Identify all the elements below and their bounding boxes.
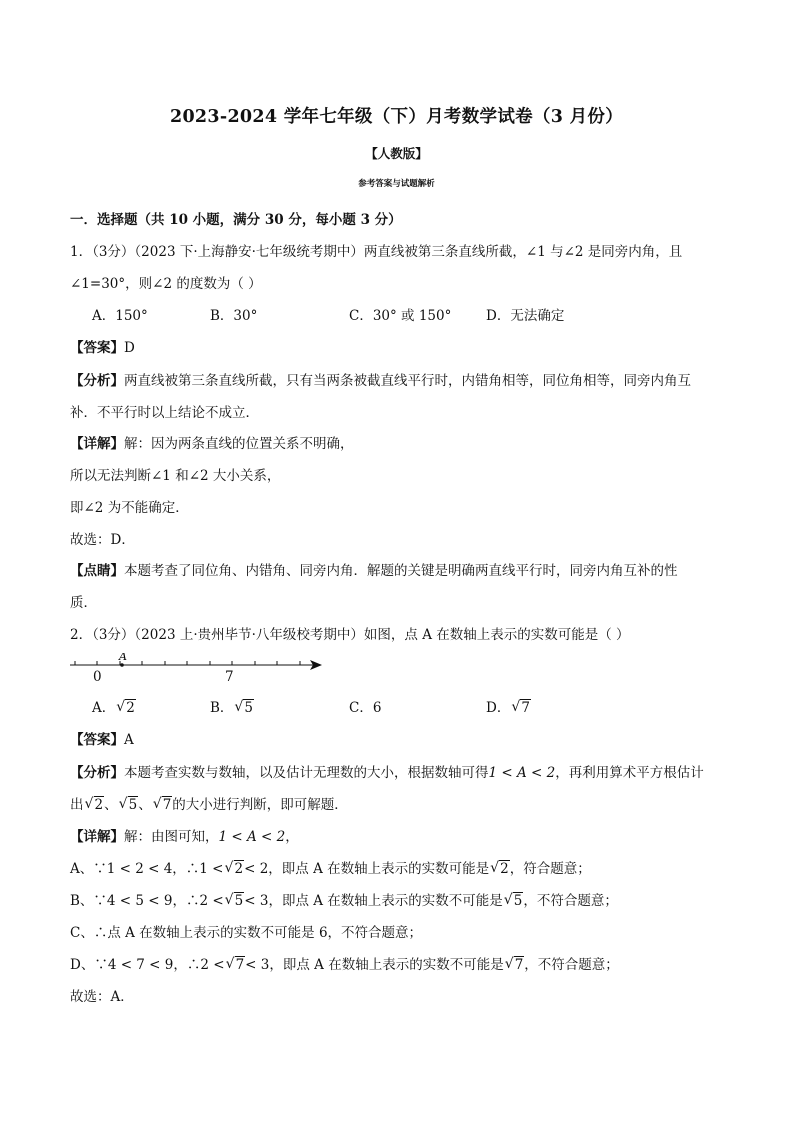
q2-option-c: C．6	[349, 700, 382, 716]
q1-analysis-line1	[70, 369, 691, 389]
q1-stem-line1: 1．（3分）（2023 下·上海静安·七年级统考期中）两直线被第三条直线所截，∠1 与∠2 是同旁内角，且	[70, 244, 683, 260]
q1-detail-line1	[70, 432, 354, 452]
q2-choose: 故选：A．	[70, 989, 134, 1005]
q1-option-a: A．150°	[92, 308, 148, 324]
analysis-label: 【分析】	[70, 373, 124, 389]
q2-analysis-line2: 出 √ 2、 √ 5、 √ 7的大小进行判断，即可解题．	[70, 796, 348, 813]
q1-detail-line2: 所以无法判断∠1 和∠2 大小关系，	[70, 468, 281, 484]
detail-text: 解：因为两条直线的位置关系不明确，	[124, 436, 354, 452]
edition-label: 【人教版】	[365, 146, 428, 161]
q1-analysis-line2: 补．不平行时以上结论不成立．	[70, 405, 259, 421]
number-line-label-zero: 0	[93, 669, 102, 685]
analysis-label: 【分析】	[70, 765, 124, 781]
q1-option-d: D．无法确定	[486, 308, 565, 324]
comment-text: 本题考查了同位角、内错角、同旁内角．解题的关键是明确两直线平行时，同旁内角互补的性	[124, 563, 678, 579]
section-heading: 一．选择题（共 10 小题，满分 30 分，每小题 3 分）	[70, 212, 402, 228]
page-title: 2023-2024 学年七年级（下）月考数学试卷（3 月份）	[169, 107, 624, 127]
answer-label: 【答案】	[70, 340, 124, 356]
q1-comment-line2: 质．	[70, 595, 97, 611]
q1-choose: 故选：D．	[70, 532, 135, 548]
answer-label: 【答案】	[70, 732, 124, 748]
q2-stem: 2．（3分）（2023 上·贵州毕节·八年级校考期中）如图，点 A 在数轴上表示的实数可能是（ ）	[70, 627, 630, 643]
q1-detail-line3: 即∠2 为不能确定．	[70, 500, 189, 516]
q1-answer	[70, 336, 135, 356]
q2-option-b: B． √ 5	[210, 699, 254, 716]
q2-option-d: D． √ 7	[486, 699, 530, 716]
q2-detail-line-b: B、∵4 < 5 < 9，∴2 < √ 5< 3，即点 A 在数轴上表示的实数不可能是 √ 5，不符合题意；	[70, 892, 618, 909]
point-a-marker	[120, 663, 124, 667]
q2-detail-line-a: A、∵1 < 2 < 4，∴1 < √ 2< 2，即点 A 在数轴上表示的实数可能是 √ 2，符合题意；	[70, 860, 591, 877]
point-a-label: A	[119, 653, 127, 663]
number-line-label-seven: 7	[225, 669, 234, 685]
q2-option-a: A． √ 2	[92, 699, 135, 716]
comment-label: 【点睛】	[70, 563, 124, 579]
q1-option-b: B．30°	[210, 308, 258, 324]
q1-option-c: C．30° 或 150°	[349, 308, 452, 324]
subtitle: 参考答案与试题解析	[358, 179, 435, 189]
q1-stem-line2: ∠1=30°，则∠2 的度数为（ ）	[70, 276, 262, 292]
q2-detail-line-d: D、∵4 < 7 < 9，∴2 < √ 7< 3，即点 A 在数轴上表示的实数不可能是 √ 7，不符合题意；	[70, 956, 619, 973]
q2-detail-intro: 【详解】解：由图可知，1 < A < 2，	[70, 829, 299, 845]
answer-value: D	[124, 340, 135, 356]
q2-detail-line-c: C、∴点 A 在数轴上表示的实数不可能是 6，不符合题意；	[70, 925, 423, 941]
q2-answer	[70, 728, 134, 748]
detail-label: 【详解】	[70, 829, 124, 845]
detail-label: 【详解】	[70, 436, 124, 452]
analysis-text: 两直线被第三条直线所截，只有当两条被截直线平行时，内错角相等，同位角相等，同旁内角互	[124, 373, 691, 389]
number-line-figure	[70, 653, 330, 683]
q2-analysis-line1: 【分析】本题考查实数与数轴，以及估计无理数的大小，根据数轴可得1 < A < 2，再利用算术平方根估计	[70, 765, 704, 781]
answer-value: A	[124, 732, 134, 748]
q1-comment-line1	[70, 559, 678, 579]
